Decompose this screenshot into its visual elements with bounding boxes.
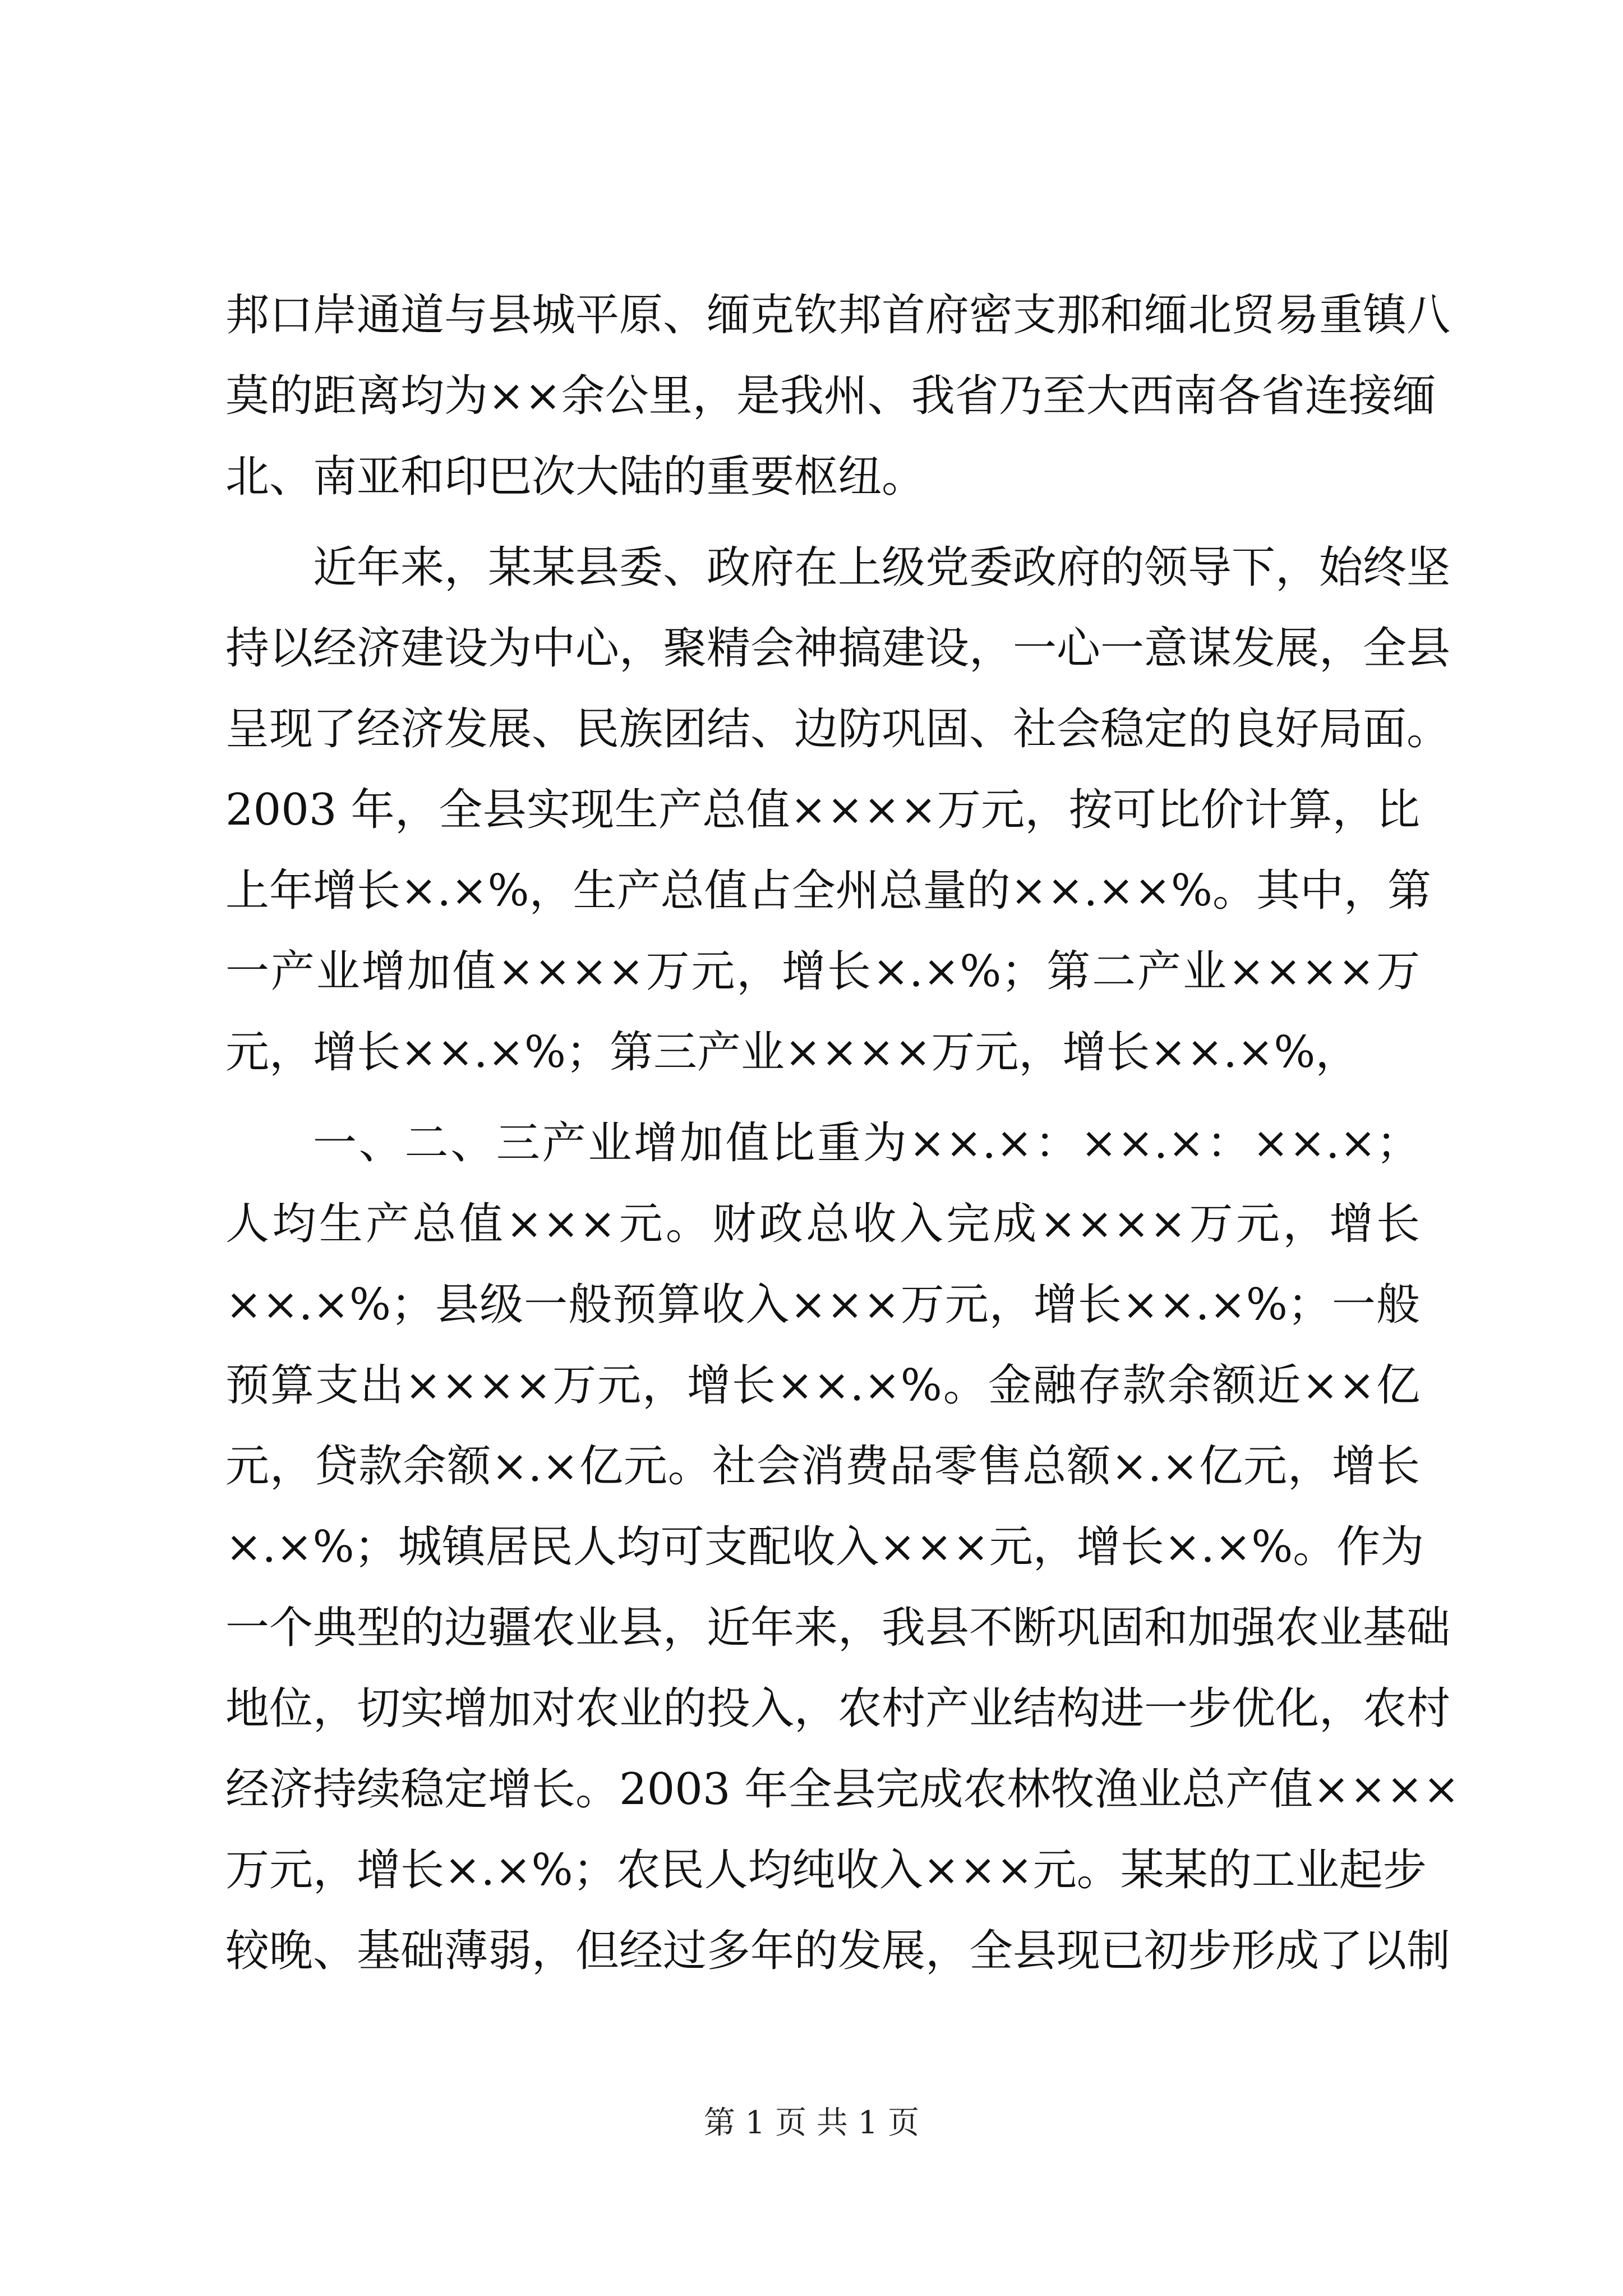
paragraph-line: 万元，增长×.×%；农民人均纯收入×××元。某某的工业起步 [225,1845,1427,1895]
paragraph-line: 一、二、三产业增加值比重为××.×：××.×：××.×； [313,1118,1420,1168]
paragraph-line: 较晚、基础薄弱，但经过多年的发展，全县现已初步形成了以制 [225,1926,1451,1976]
paragraph-line: 呈现了经济发展、民族团结、边防巩固、社会稳定的良好局面。 [225,704,1451,754]
paragraph-line: 2003 年，全县实现生产总值××××万元，按可比价计算，比 [225,785,1420,835]
paragraph-line: 元，增长××.×%；第三产业××××万元，增长××.×%， [225,1027,1359,1078]
paragraph-line: 人均生产总值×××元。财政总收入完成××××万元，增长 [225,1199,1420,1249]
paragraph-line: 地位，切实增加对农业的投入，农村产业结构进一步优化，农村 [225,1683,1451,1734]
paragraph-line: 经济持续稳定增长。2003 年全县完成农林牧渔业总产值×××× [225,1764,1460,1815]
paragraph-line: ×.×%；城镇居民人均可支配收入×××元，增长×.×%。作为 [225,1522,1424,1572]
body-text [225,275,1460,1991]
paragraph-line: 北、南亚和印巴次大陆的重要枢纽。 [225,452,926,502]
paragraph-line: 上年增长×.×%，生产总值占全州总量的××.××%。其中，第 [225,866,1431,916]
paragraph-line: 近年来，某某县委、政府在上级党委政府的领导下，始终坚 [313,542,1451,593]
paragraph-line: 持以经济建设为中心，聚精会神搞建设，一心一意谋发展，全县 [225,623,1451,674]
paragraph-line: ××.×%；县级一般预算收入×××万元，增长××.×%；一般 [225,1280,1420,1330]
paragraph-line: 一个典型的边疆农业县，近年来，我县不断巩固和加强农业基础 [225,1603,1451,1653]
paragraph-line: 元，贷款余额×.×亿元。社会消费品零售总额×.×亿元，增长 [225,1441,1420,1492]
paragraph-line: 预算支出××××万元，增长××.×%。金融存款余额近××亿 [225,1360,1420,1411]
paragraph-line: 邦口岸通道与县城平原、缅克钦邦首府密支那和缅北贸易重镇八 [225,290,1451,341]
paragraph-gap [225,1093,1420,1103]
paragraph-gap [225,517,1420,527]
paragraph-line: 莫的距离均为××余公里，是我州、我省乃至大西南各省连接缅 [225,371,1436,421]
paragraph-line: 一产业增加值××××万元，增长×.×%；第二产业××××万 [225,946,1420,997]
page-footer: 第 1 页 共 1 页 [703,2105,920,2141]
